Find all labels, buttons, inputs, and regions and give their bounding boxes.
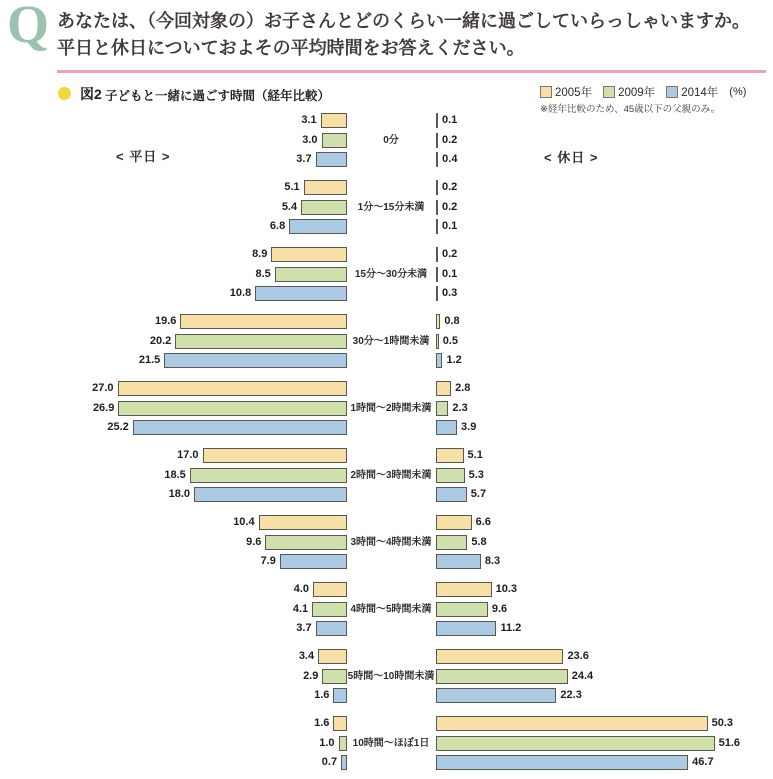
- value-label-weekday-2005: 3.1: [301, 114, 317, 126]
- value-label-holiday-2014: 0.4: [442, 153, 458, 165]
- bar-weekday-2005: [304, 180, 347, 195]
- bar-holiday-2009: [436, 267, 438, 282]
- bar-weekday-2005: [180, 314, 347, 329]
- value-label-holiday-2014: 3.9: [461, 421, 477, 433]
- percent-unit-label: (%): [729, 86, 747, 98]
- bar-holiday-2014: [436, 487, 467, 502]
- bar-weekday-2005: [321, 113, 347, 128]
- bar-holiday-2009: [436, 334, 439, 349]
- value-label-holiday-2009: 0.1: [442, 268, 458, 280]
- value-label-holiday-2014: 8.3: [484, 555, 501, 567]
- bar-holiday-2009: [436, 200, 438, 215]
- value-label-holiday-2009: 0.2: [442, 134, 458, 146]
- bar-weekday-2014: [164, 353, 347, 368]
- value-label-holiday-2009: 2.3: [452, 402, 468, 414]
- value-label-holiday-2014: 0.1: [442, 220, 458, 232]
- category-label: 0分: [383, 134, 399, 146]
- value-label-weekday-2005: 10.4: [233, 516, 255, 528]
- value-label-holiday-2005: 23.6: [567, 650, 589, 662]
- bar-weekday-2005: [313, 582, 347, 597]
- value-label-weekday-2009: 8.5: [255, 268, 271, 280]
- bar-holiday-2005: [436, 582, 492, 597]
- value-label-weekday-2005: 27.0: [92, 382, 114, 394]
- bar-holiday-2014: [436, 219, 438, 234]
- bar-weekday-2005: [333, 716, 347, 731]
- value-label-weekday-2014: 7.9: [260, 555, 276, 567]
- value-label-weekday-2009: 5.4: [281, 201, 298, 213]
- value-label-holiday-2005: 0.8: [444, 315, 460, 327]
- category-label: 3時間～4時間未満: [350, 536, 432, 548]
- bar-weekday-2014: [333, 688, 347, 703]
- bar-weekday-2005: [318, 649, 347, 664]
- value-label-holiday-2005: 5.1: [467, 449, 483, 461]
- category-label: 5時間～10時間未満: [347, 670, 435, 682]
- value-label-holiday-2009: 51.6: [718, 737, 741, 749]
- value-label-holiday-2005: 10.3: [495, 583, 518, 595]
- bar-holiday-2014: [436, 152, 438, 167]
- bar-weekday-2005: [118, 381, 348, 396]
- bar-holiday-2014: [436, 688, 556, 703]
- value-label-holiday-2009: 5.8: [471, 536, 487, 548]
- bar-holiday-2005: [436, 314, 440, 329]
- value-label-holiday-2009: 5.3: [468, 469, 484, 481]
- value-label-weekday-2014: 25.2: [107, 421, 129, 433]
- value-label-weekday-2009: 4.1: [292, 603, 309, 615]
- bar-weekday-2009: [175, 334, 347, 349]
- bar-holiday-2005: [436, 448, 464, 463]
- category-label: 30分～1時間未満: [352, 335, 430, 347]
- legend-label-2009: 2009年: [618, 87, 656, 99]
- bar-weekday-2014: [289, 219, 347, 234]
- question-mark-glyph: Q: [7, 0, 50, 54]
- bar-holiday-2009: [436, 468, 465, 483]
- value-label-holiday-2014: 11.2: [500, 622, 522, 634]
- value-label-weekday-2009: 9.6: [246, 536, 262, 548]
- bar-holiday-2014: [436, 755, 688, 770]
- bar-holiday-2005: [436, 247, 438, 262]
- bar-weekday-2009: [275, 267, 347, 282]
- value-label-weekday-2009: 18.5: [164, 469, 186, 481]
- value-label-weekday-2009: 26.9: [92, 402, 115, 414]
- bar-holiday-2014: [436, 621, 496, 636]
- bar-holiday-2005: [436, 113, 438, 128]
- value-label-weekday-2014: 0.7: [321, 756, 338, 768]
- value-label-holiday-2014: 0.3: [442, 287, 458, 299]
- value-label-holiday-2014: 1.2: [446, 354, 462, 366]
- bar-holiday-2014: [436, 420, 457, 435]
- panel-label-holiday: < 休日 >: [544, 150, 599, 165]
- value-label-weekday-2009: 20.2: [149, 335, 172, 347]
- bar-holiday-2005: [436, 381, 451, 396]
- bar-holiday-2005: [436, 716, 708, 731]
- value-label-holiday-2005: 0.2: [442, 181, 458, 193]
- value-label-holiday-2005: 0.2: [442, 248, 458, 260]
- bar-holiday-2014: [436, 286, 438, 301]
- bar-weekday-2009: [322, 133, 348, 148]
- bar-weekday-2009: [339, 736, 348, 751]
- bar-weekday-2014: [280, 554, 347, 569]
- bar-weekday-2014: [316, 621, 347, 636]
- bar-holiday-2009: [436, 133, 438, 148]
- bar-weekday-2009: [312, 602, 347, 617]
- bar-weekday-2005: [203, 448, 348, 463]
- value-label-weekday-2005: 19.6: [154, 315, 177, 327]
- value-label-weekday-2005: 1.6: [314, 717, 330, 729]
- question-line-2: 平日と休日についておよその平均時間をお答えください。: [57, 38, 525, 58]
- panel-label-weekday: < 平日 >: [116, 149, 171, 164]
- bar-weekday-2009: [301, 200, 347, 215]
- bar-weekday-2009: [322, 669, 347, 684]
- legend-label-2005: 2005年: [555, 87, 593, 99]
- figure-title: 子どもと一緒に過ごす時間（経年比較）: [105, 89, 331, 103]
- bar-holiday-2009: [436, 736, 715, 751]
- value-label-holiday-2009: 9.6: [491, 603, 508, 615]
- value-label-weekday-2005: 5.1: [284, 181, 300, 193]
- bar-holiday-2005: [436, 180, 438, 195]
- value-label-weekday-2005: 17.0: [177, 449, 199, 461]
- bar-holiday-2009: [436, 669, 568, 684]
- bar-weekday-2014: [316, 152, 347, 167]
- bar-holiday-2009: [436, 535, 467, 550]
- bar-holiday-2005: [436, 515, 472, 530]
- legend-label-2014: 2014年: [681, 87, 719, 99]
- bar-weekday-2009: [190, 468, 347, 483]
- category-label: 4時間～5時間未満: [350, 603, 432, 615]
- value-label-holiday-2014: 46.7: [692, 756, 714, 768]
- bar-weekday-2009: [265, 535, 347, 550]
- value-label-weekday-2005: 4.0: [293, 583, 309, 595]
- bar-weekday-2014: [194, 487, 347, 502]
- value-label-holiday-2005: 0.1: [442, 114, 458, 126]
- category-label: 1時間～2時間未満: [350, 402, 432, 414]
- value-label-weekday-2014: 18.0: [168, 488, 190, 500]
- bar-holiday-2005: [436, 649, 563, 664]
- value-label-holiday-2009: 0.2: [442, 201, 458, 213]
- value-label-holiday-2014: 22.3: [560, 689, 582, 701]
- category-label: 2時間～3時間未満: [350, 469, 432, 481]
- value-label-weekday-2014: 3.7: [296, 153, 312, 165]
- category-label: 10時間～ほぼ1日: [352, 737, 430, 749]
- value-label-holiday-2009: 24.4: [571, 670, 594, 682]
- bar-holiday-2014: [436, 353, 442, 368]
- value-label-holiday-2005: 6.6: [475, 516, 491, 528]
- question-line-1: あなたは、（今回対象の）お子さんとどのくらい一緒に過ごしていらっしゃいますか。: [57, 11, 750, 31]
- value-label-holiday-2014: 5.7: [470, 488, 487, 500]
- value-label-holiday-2009: 0.5: [442, 335, 458, 347]
- bar-weekday-2005: [259, 515, 347, 530]
- bar-holiday-2009: [436, 602, 488, 617]
- value-label-weekday-2009: 1.0: [319, 737, 335, 749]
- bar-holiday-2009: [436, 401, 448, 416]
- figure-number: 図2: [80, 86, 102, 102]
- category-label: 1分～15分未満: [357, 201, 425, 213]
- category-label: 15分～30分未満: [354, 268, 428, 280]
- value-label-weekday-2014: 1.6: [314, 689, 330, 701]
- value-label-weekday-2014: 3.7: [296, 622, 312, 634]
- bar-weekday-2014: [255, 286, 347, 301]
- bar-weekday-2009: [118, 401, 347, 416]
- bar-weekday-2014: [341, 755, 347, 770]
- value-label-weekday-2014: 6.8: [269, 220, 286, 232]
- value-label-weekday-2014: 10.8: [229, 287, 252, 299]
- bar-weekday-2014: [133, 420, 347, 435]
- value-label-weekday-2005: 3.4: [298, 650, 315, 662]
- value-label-weekday-2014: 21.5: [138, 354, 161, 366]
- bar-holiday-2014: [436, 554, 481, 569]
- value-label-holiday-2005: 50.3: [711, 717, 734, 729]
- bar-weekday-2005: [271, 247, 347, 262]
- value-label-weekday-2009: 2.9: [303, 670, 319, 682]
- value-label-holiday-2005: 2.8: [455, 382, 471, 394]
- value-label-weekday-2005: 8.9: [252, 248, 268, 260]
- value-label-weekday-2009: 3.0: [302, 134, 318, 146]
- footnote: ※経年比較のため、45歳以下の父親のみ。: [540, 104, 721, 115]
